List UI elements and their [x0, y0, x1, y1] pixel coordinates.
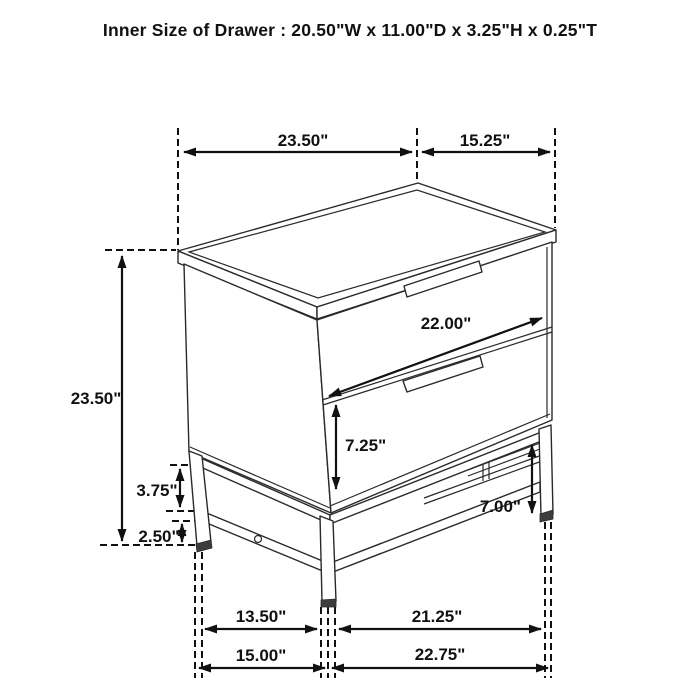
dim-label-top-width: 23.50"	[277, 131, 329, 150]
leg-right	[539, 425, 553, 517]
diagram-title: Inner Size of Drawer : 20.50"W x 11.00"D x 3.25"H x 0.25"T	[102, 20, 598, 40]
dim-label-drawer-width: 22.00"	[420, 314, 472, 333]
dim-label-base-side-outer: 22.75"	[414, 645, 466, 664]
dim-label-base-front-outer: 15.00"	[235, 646, 287, 665]
dim-label-leg-lower: 2.50"	[138, 527, 180, 546]
dim-label-base-front-inner: 13.50"	[235, 607, 287, 626]
dim-label-top-depth: 15.25"	[459, 131, 511, 150]
nightstand	[178, 183, 556, 513]
dim-label-leg-upper: 3.75"	[136, 481, 178, 500]
dim-label-base-side-inner: 21.25"	[411, 607, 463, 626]
dim-label-leg-height: 7.00"	[479, 497, 521, 516]
dim-label-overall-height: 23.50"	[70, 389, 122, 408]
foot-cap-front	[321, 599, 336, 607]
leg-front	[320, 516, 336, 601]
dim-label-drawer-height: 7.25"	[345, 436, 387, 455]
